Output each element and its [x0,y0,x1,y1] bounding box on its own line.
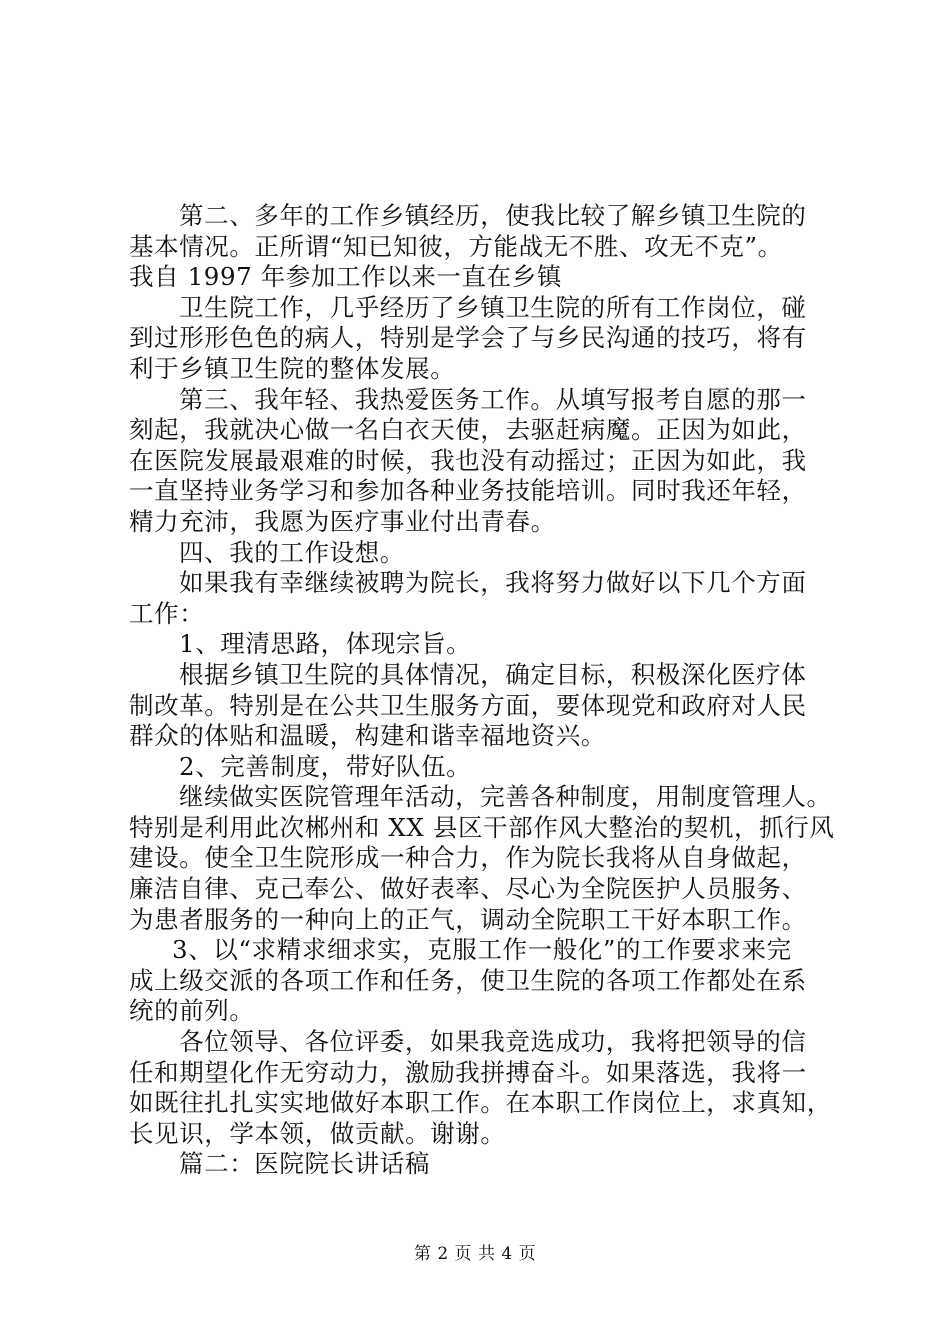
text-line: 一直坚持业务学习和参加各种业务技能培训。同时我还年轻， [129,476,807,506]
text-line: 继续做实医院管理年活动，完善各种制度，用制度管理人。 [179,782,832,812]
text-line: 如既往扎扎实实地做好本职工作。在本职工作岗位上，求真知， [129,1088,832,1118]
text-line: 制改革。特别是在公共卫生服务方面，要体现党和政府对人民 [129,690,807,720]
text-line: 刻起，我就决心做一名白衣天使，去驱赶病魔。正因为如此， [129,415,807,445]
page-footer [0,1243,950,1265]
text-line: 精力充沛，我愿为医疗事业付出青春。 [129,506,556,536]
section-heading: 篇二：医院院长讲话稿 [179,1149,430,1179]
text-line: 基本情况。正所谓“知已知彼，方能战无不胜、攻无不克”。 [129,231,783,261]
page-number: 第 2 页 共 4 页 [413,1244,537,1264]
text-line: 卫生院工作，几乎经历了乡镇卫生院的所有工作岗位，碰 [179,292,807,322]
text-line: 长见识，学本领，做贡献。谢谢。 [129,1118,506,1148]
text-line: 利于乡镇卫生院的整体发展。 [129,353,456,383]
text-line: 任和期望化作无穷动力，激励我拼搏奋斗。如果落选，我将一 [129,1057,807,1087]
text-line: 我自 1997 年参加工作以来一直在乡镇 [129,262,562,292]
text-line: 第三、我年轻、我热爱医务工作。从填写报考自愿的那一 [179,384,807,414]
text-line: 3、以“求精求细求实，克服工作一般化”的工作要求来完 [172,935,792,965]
text-line: 工作： [129,598,205,628]
text-line: 廉洁自律、克己奉公、做好表率、尽心为全院医护人员服务、 [129,874,807,904]
text-line: 根据乡镇卫生院的具体情况，确定目标，积极深化医疗体 [179,659,807,689]
text-line: 在医院发展最艰难的时候，我也没有动摇过；正因为如此，我 [129,445,807,475]
text-line: 群众的体贴和温暖，构建和谐幸福地资兴。 [129,721,606,751]
text-line: 统的前列。 [129,996,255,1026]
section-heading: 四、我的工作设想。 [179,537,405,567]
text-line: 各位领导、各位评委，如果我竞选成功，我将把领导的信 [179,1027,807,1057]
sub-heading: 2、完善制度，带好队伍。 [179,751,472,781]
body-text [129,201,835,1180]
text-line: 如果我有幸继续被聘为院长，我将努力做好以下几个方面 [179,568,807,598]
text-line: 第二、多年的工作乡镇经历，使我比较了解乡镇卫生院的 [179,201,807,230]
text-line: 为患者服务的一种向上的正气，调动全院职工干好本职工作。 [129,904,807,934]
sub-heading: 1、理清思路，体现宗旨。 [179,629,472,659]
text-line: 建设。使全卫生院形成一种合力，作为院长我将从自身做起， [129,843,807,873]
text-line: 特别是利用此次郴州和 XX 县区干部作风大整治的契机，抓行风 [129,812,835,842]
text-line: 成上级交派的各项工作和任务，使卫生院的各项工作都处在系 [129,965,807,995]
text-line: 到过形形色色的病人，特别是学会了与乡民沟通的技巧，将有 [129,323,807,353]
